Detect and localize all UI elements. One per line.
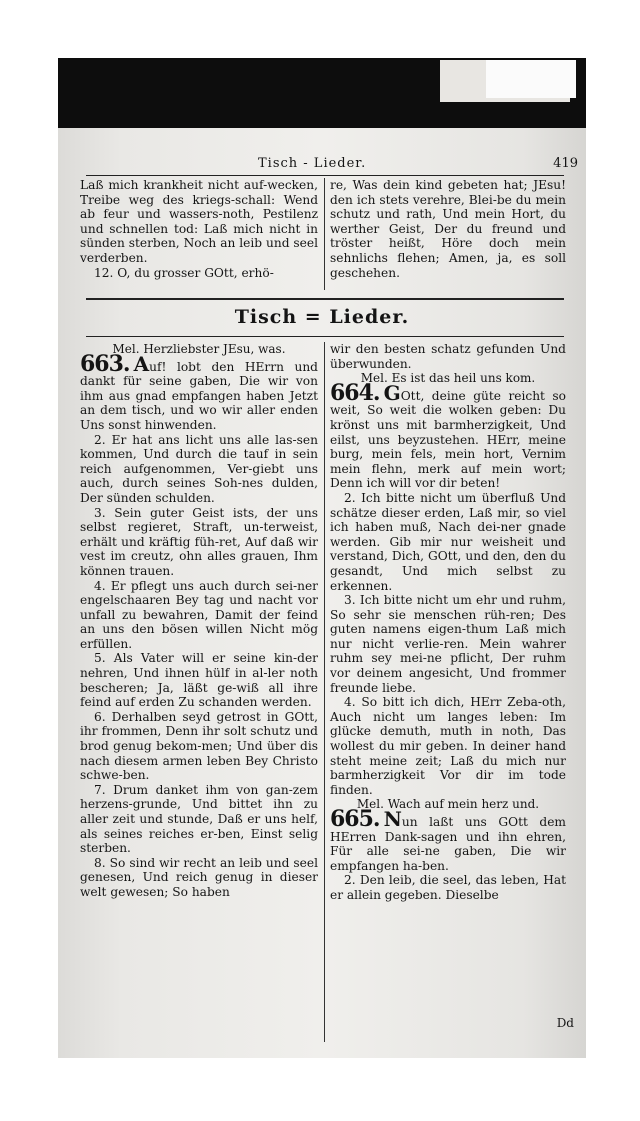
right-column	[330, 342, 566, 903]
top-left-text: Laß mich krankheit nicht auf-wecken, Treibe weg des kriegs-schall: Wend ab feur und wassers-noth, Pestilenz und schnellen tod: Laß mich nicht in sünden sterben, Noch an leib und seel verderben.	[80, 178, 318, 265]
verse-2: 2. Er hat ans licht uns alle las-sen kommen, Und durch die tauf in sein reich aufgenommen, Ver-giebt uns auch, durch seines Soh-nes dulden, Der sünden schulden.	[80, 432, 318, 505]
book-page	[58, 128, 586, 1058]
verse-continuation: wir den besten schatz gefunden Und überwunden.	[330, 342, 566, 371]
verse-7: 7. Drum danket ihm von gan-zem herzens-grunde, Und bittet ihn zu aller zeit und stunde, Daß er uns helf, als seines reiches er-ben, Einst selig sterben.	[80, 782, 318, 856]
scan-edge-highlight-bright	[486, 60, 576, 98]
verse-3: 3. Ich bitte nicht um ehr und ruhm, So sehr sie menschen rüh-ren; Des guten namens eigen-thum Laß mich nur nicht verlie-ren. Mein wahrer ruhm sey mei-ne pflicht, Der ruhm vor deinem angesicht, Und frommer freunde liebe.	[330, 593, 566, 695]
top-right-column	[330, 178, 566, 280]
melody-line: Mel. Wach auf mein herz und.	[356, 797, 540, 812]
top-column-divider	[324, 178, 325, 290]
hymn-number: 665.	[330, 806, 380, 832]
drop-capital: A	[133, 351, 150, 376]
running-title: Tisch - Lieder.	[258, 156, 367, 171]
column-divider	[324, 342, 325, 1042]
page-number: 419	[553, 156, 578, 171]
hymn-number: 663.	[80, 350, 130, 377]
hymn-665	[330, 806, 566, 873]
top-left-column	[80, 178, 318, 280]
scan-top-border	[58, 58, 586, 128]
verse-5: 5. Als Vater will er seine kin-der nehren, Und ihnen hülf in al-ler noth bescheren; Ja, läßt ge-wiß all ihre feind auf erden Zu schanden werden.	[80, 651, 318, 710]
drop-capital: N	[383, 807, 402, 831]
melody-line: Mel. Herzliebster JEsu, was.	[112, 342, 286, 356]
section-title-rule	[86, 336, 564, 337]
hymn-text: Ott, deine güte reicht so weit, So weit die wolken geben: Du krönst uns mit barmherzigkeit, Und eilst, uns beyzustehen. HErr, meine burg, mein fels, mein hort, Vernim mein flehn, merk auf mein wort; Denn ich will vor dir beten!	[330, 388, 566, 491]
top-right-text: re, Was dein kind gebeten hat; JEsu! den ich stets verehre, Blei-be du mein schutz und rath, Und mein Hort, du werther Geist, Der du freund und tröster heißt, Höre doch mein sehnlichs flehen; Amen, ja, es soll geschehen.	[330, 178, 566, 280]
hymn-663	[80, 350, 318, 433]
hymn-text: uf! lobt den HErrn und dankt für seine gaben, Die wir von ihm aus gnad empfangen haben Jetzt an dem tisch, und wo wir aller enden Uns sonst hinwenden.	[80, 359, 318, 432]
verse-3: 3. Sein guter Geist ists, der uns selbst regieret, Straft, un-terweist, erhält und kräftig füh-ret, Auf daß wir vest im creutz, ohn alles grauen, Ihm können trauen.	[80, 505, 318, 578]
left-column	[80, 342, 318, 900]
verse-4: 4. Er pflegt uns auch durch sei-ner engelschaaren Bey tag und nacht vor unfall zu bewahren, Damit der feind an uns den bösen willen Nicht mög erfüllen.	[80, 578, 318, 651]
verse-4: 4. So bitt ich dich, HErr Zeba-oth, Auch nicht um langes leben: Im glücke demuth, muth in noth, Das wollest du mir geben. In deiner hand steht meine zeit; Laß du mich nur barmherzigkeit Vor dir im tode finden.	[330, 695, 566, 797]
verse-8: 8. So sind wir recht an leib und seel genesen, Und reich genug in dieser welt gewesen; So haben	[80, 855, 318, 899]
verse-2: 2. Ich bitte nicht um überfluß Und schätze dieser erden, Laß mir, so viel ich haben muß, Nach dei-ner gnade werden. Gib mir nur weisheit und verstand, Dich, GOtt, und den, den du gesandt, Und mich selbst zu erkennen.	[330, 490, 566, 593]
melody-line: Mel. Es ist das heil uns kom.	[360, 371, 536, 386]
hymn-text: un laßt uns GOtt dem HErren Dank-sagen und ihn ehren, Für alle sei-ne gaben, Die wir empfangen ha-ben.	[330, 815, 566, 873]
verse-2: 2. Den leib, die seel, das leben, Hat er allein gegeben. Dieselbe	[330, 873, 566, 902]
section-title: Tisch = Lieder.	[234, 306, 410, 328]
running-header	[58, 156, 586, 174]
top-left-verse: 12. O, du grosser GOtt, erhö-	[94, 265, 274, 280]
header-rule	[86, 175, 564, 176]
section-rule	[86, 298, 564, 300]
drop-capital: G	[383, 380, 401, 405]
hymn-number: 664.	[330, 379, 380, 406]
verse-6: 6. Derhalben seyd getrost in GOtt, ihr frommen, Denn ihr solt schutz und brod genug bekom-men; Und über dis nach diesem armen leben Bey Christo schwe-ben.	[80, 709, 318, 783]
signature-mark: Dd	[556, 1016, 574, 1030]
hymn-664	[330, 379, 566, 491]
